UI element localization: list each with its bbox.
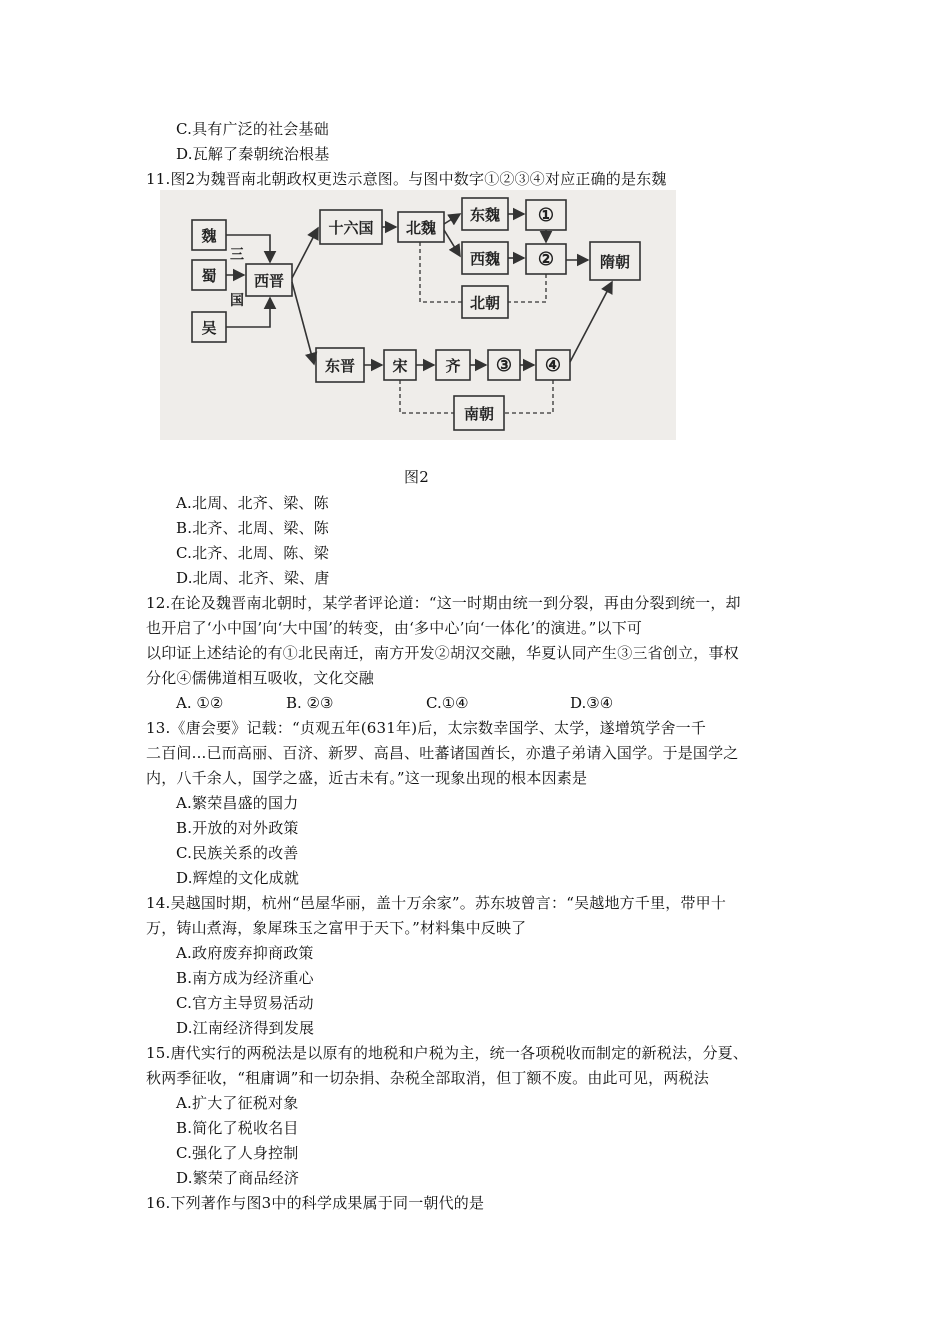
q10-option-c: C.具有广泛的社会基础 <box>176 120 329 138</box>
box-wu: 吴 <box>201 318 217 337</box>
box-qi: 齐 <box>445 356 461 375</box>
box-song: 宋 <box>392 356 408 375</box>
q12-stem-line-3: 以印证上述结论的有①北民南迁，南方开发②胡汉交融，华夏认同产生③三省创立，事权 <box>146 644 739 662</box>
box-beiwei: 北魏 <box>405 218 436 237</box>
q14-option-a: A.政府废弃抑商政策 <box>176 944 314 962</box>
q11-option-c: C.北齐、北周、陈、梁 <box>176 544 329 562</box>
box-number-3: ③ <box>495 354 513 376</box>
q11-option-b: B.北齐、北周、梁、陈 <box>176 519 329 537</box>
q14-option-d: D.江南经济得到发展 <box>176 1019 315 1037</box>
q15-stem-line-2: 秋两季征收，“租庸调”和一切杂捐、杂税全部取消，但丁额不废。由此可见，两税法 <box>146 1069 709 1087</box>
q13-stem-line-1: 13.《唐会要》记载：“贞观五年(631年)后，太宗数幸国学、太学，遂增筑学舍一千 <box>146 719 707 737</box>
box-xiwei: 西魏 <box>469 249 500 268</box>
q15-option-d: D.繁荣了商品经济 <box>176 1169 300 1187</box>
q12-option-a: A. ①② <box>176 694 224 712</box>
q13-stem-line-3: 内，八千余人，国学之盛，近古未有。”这一现象出现的根本因素是 <box>146 769 588 787</box>
box-suichao: 隋朝 <box>599 252 630 271</box>
q13-stem-line-2: 二百间...已而高丽、百济、新罗、高昌、吐蕃诸国酋长，亦遣子弟请入国学。于是国学之 <box>146 744 739 762</box>
q15-option-b: B.简化了税收名目 <box>176 1119 299 1137</box>
figure-caption: 图2 <box>404 468 429 486</box>
box-number-2: ② <box>537 248 555 270</box>
q15-stem-line-1: 15.唐代实行的两税法是以原有的地税和户税为主，统一各项税收而制定的新税法，分夏、 <box>146 1044 749 1062</box>
q12-option-b: B. ②③ <box>286 694 334 712</box>
q14-stem-line-2: 万，铸山煮海，象犀珠玉之富甲于天下。”材料集中反映了 <box>146 919 527 937</box>
q12-stem-line-4: 分化④儒佛道相互吸收，文化交融 <box>146 669 375 687</box>
q12-stem-line-1: 12.在论及魏晋南北朝时，某学者评论道：“这一时期由统一到分裂，再由分裂到统一，却 <box>146 594 741 612</box>
q13-option-c: C.民族关系的改善 <box>176 844 299 862</box>
box-number-4: ④ <box>544 354 562 376</box>
label-sanguo-2: 国 <box>230 293 244 309</box>
box-xijin: 西晋 <box>253 271 284 290</box>
q12-option-c: C.①④ <box>426 694 469 712</box>
q15-option-c: C.强化了人身控制 <box>176 1144 299 1162</box>
q16-stem: 16.下列著作与图3中的科学成果属于同一朝代的是 <box>146 1194 485 1212</box>
box-nanchao: 南朝 <box>463 404 494 423</box>
q13-option-a: A.繁荣昌盛的国力 <box>176 794 299 812</box>
box-dongwei: 东魏 <box>469 205 500 224</box>
box-shu: 蜀 <box>201 266 217 285</box>
q10-option-d: D.瓦解了秦朝统治根基 <box>176 145 330 163</box>
box-beichao: 北朝 <box>469 293 500 312</box>
label-sanguo-1: 三 <box>230 247 244 263</box>
q11-option-d: D.北周、北齐、梁、唐 <box>176 569 330 587</box>
q11-option-a: A.北周、北齐、梁、陈 <box>176 494 329 512</box>
q12-options-row <box>176 693 776 713</box>
box-shiliuguo: 十六国 <box>328 218 374 237</box>
q12-stem-line-2: 也开启了‘小中国’向‘大中国’的转变，由‘多中心’向‘一体化’的演进。”以下可 <box>146 619 643 637</box>
dynasty-succession-diagram <box>160 190 676 440</box>
box-wei: 魏 <box>201 226 217 245</box>
q15-option-a: A.扩大了征税对象 <box>176 1094 299 1112</box>
q13-option-b: B.开放的对外政策 <box>176 819 299 837</box>
q14-stem-line-1: 14.吴越国时期，杭州“邑屋华丽，盖十万余家”。苏东坡曾言：“吴越地方千里，带甲十 <box>146 894 727 912</box>
q12-option-d: D.③④ <box>570 694 614 712</box>
q11-stem: 11.图2为魏晋南北朝政权更迭示意图。与图中数字①②③④对应正确的是东魏 <box>146 170 667 188</box>
q14-option-b: B.南方成为经济重心 <box>176 969 314 987</box>
q13-option-d: D.辉煌的文化成就 <box>176 869 300 887</box>
box-dongjin: 东晋 <box>324 356 355 375</box>
box-number-1: ① <box>537 204 555 226</box>
q14-option-c: C.官方主导贸易活动 <box>176 994 314 1012</box>
